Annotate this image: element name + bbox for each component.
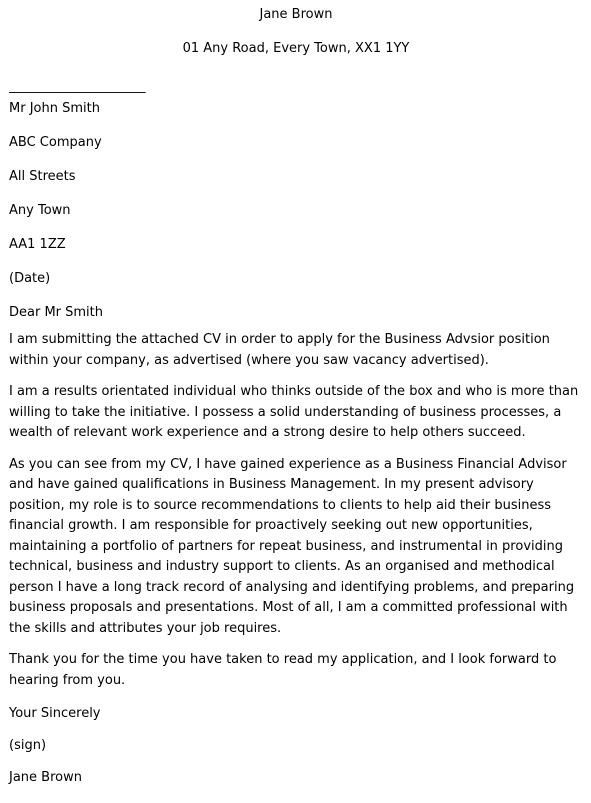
sender-name: Jane Brown xyxy=(259,7,333,22)
salutation: Dear Mr Smith xyxy=(9,305,104,320)
recipient-name: Mr John Smith xyxy=(9,101,100,116)
signature-placeholder: (sign) xyxy=(9,738,47,753)
recipient-town: Any Town xyxy=(9,203,71,218)
body-paragraph: I am a results orientated individual who thinks outside of the box and who is more than willing to take the initiative. I possess a solid understanding of business processes, a wealth of relevant work experience and a strong desire to help others succeed. xyxy=(9,384,579,440)
closing: Your Sincerely xyxy=(9,706,101,721)
recipient-postcode: AA1 1ZZ xyxy=(9,237,66,252)
sender-address: 01 Any Road, Every Town, XX1 1YY xyxy=(182,41,410,56)
body-paragraph: I am submitting the attached CV in order to apply for the Business Advsior position within your company, as advertised (where you saw vacancy advertised). xyxy=(9,332,550,368)
signoff-name: Jane Brown xyxy=(9,770,82,785)
letter-date: (Date) xyxy=(9,271,51,286)
recipient-street: All Streets xyxy=(9,169,76,184)
recipient-company: ABC Company xyxy=(9,135,102,150)
separator-rule: _____________________ xyxy=(9,80,146,94)
body-paragraph: Thank you for the time you have taken to read my application, and I look forward to hearing from you. xyxy=(9,652,557,688)
body-paragraph: As you can see from my CV, I have gained experience as a Business Financial Advisor and have gained qualifications in Business Management. In my present advisory position, my role is to source recommendations to clients to help aid their business financial growth. I am responsible for proactively seeking out new opportunities, maintaining a portfolio of partners for repeat business, and instrumental in providing technical, business and industry support to clients. As an organised and methodical person I have a long track record of analysing and identifying problems, and preparing business proposals and presentations. Most of all, I am a committed professional with the skills and attributes your job requires. xyxy=(9,456,575,636)
